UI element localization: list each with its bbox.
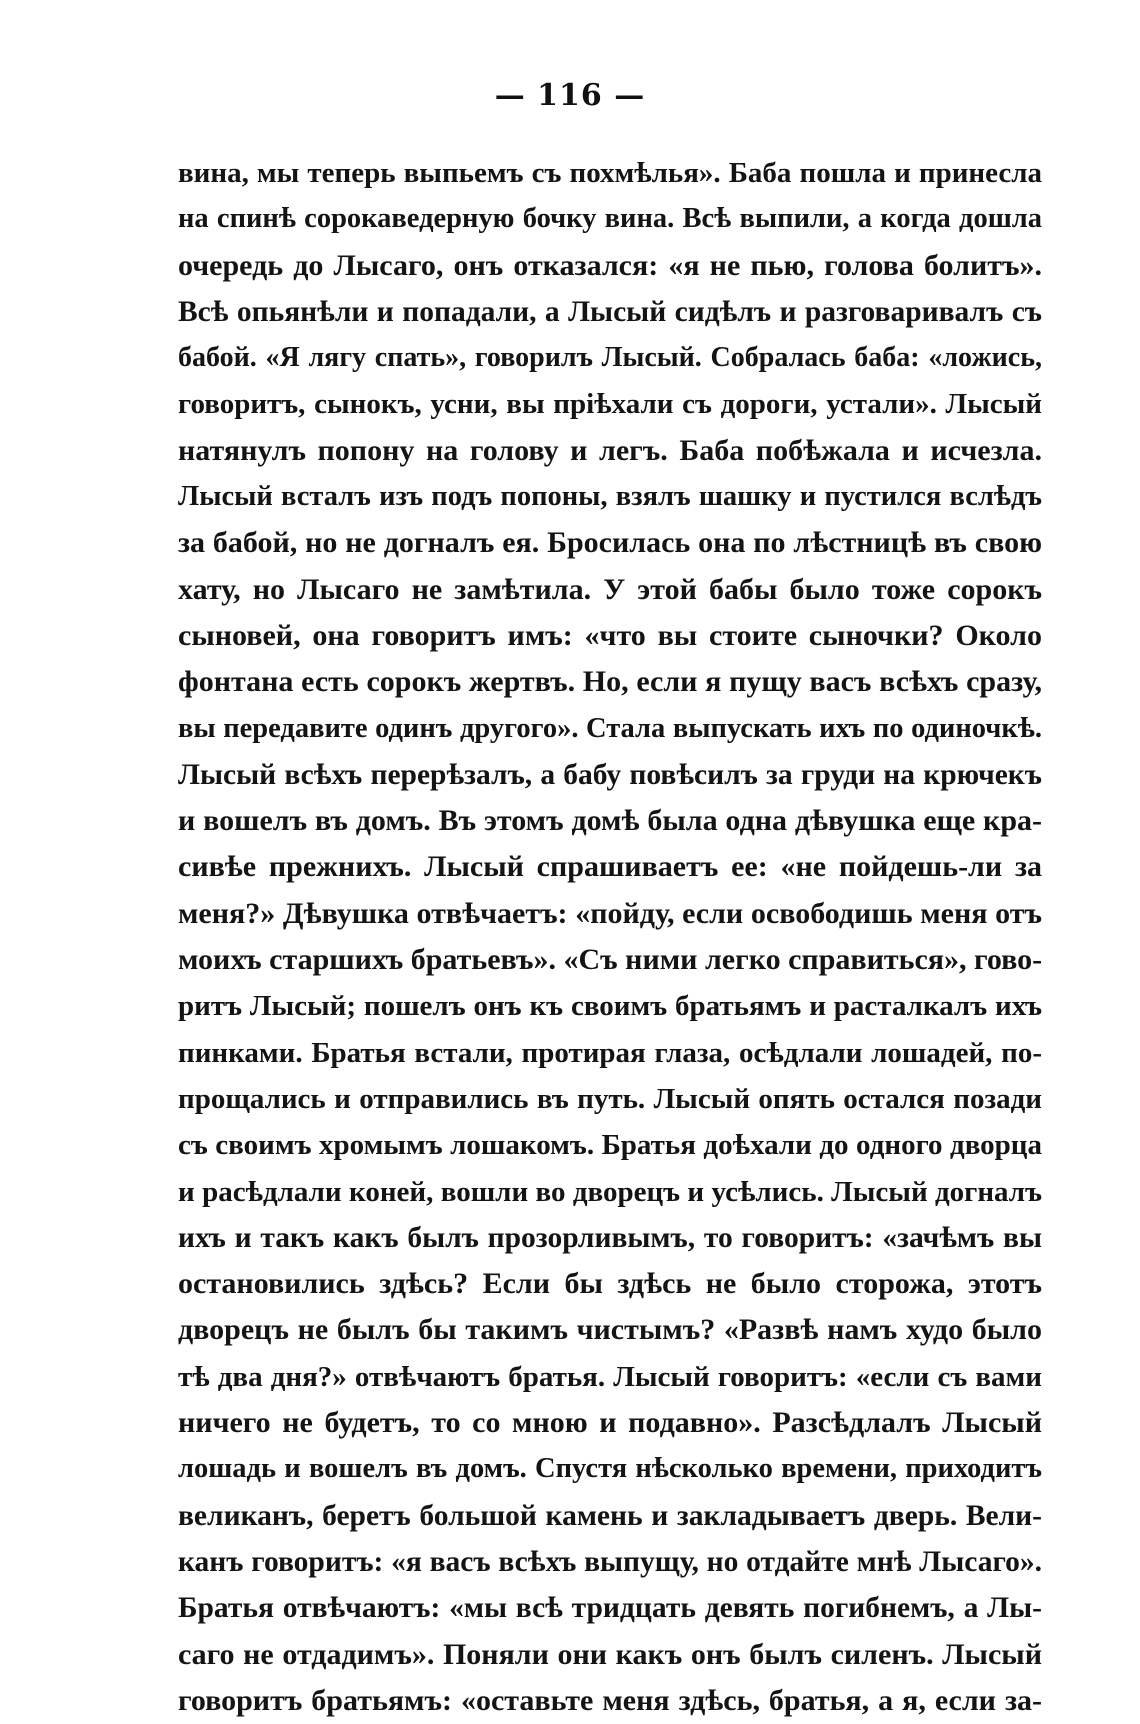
text-line: съ своимъ хромымъ лошакомъ. Братья доѣхали до одного дворца [178,1129,1042,1162]
text-line: Всѣ опьянѣли и попадали, а Лысый сидѣлъ и разговаривалъ съ [178,295,1042,328]
text-line: вина, мы теперь выпьемъ съ похмѣлья». Баба пошла и принесла [178,157,1042,189]
text-line: меня?» Дѣвушка отвѣчаетъ: «пойду, если освободишь меня отъ [178,896,1042,930]
text-line: за бабой, но не догналъ ея. Бросилась она по лѣстницѣ въ свою [178,526,1042,560]
text-line: очередь до Лысаго, онъ отказался: «я не пью, голова болитъ». [178,248,1042,282]
text-line: хату, но Лысаго не замѣтила. У этой бабы было тоже сорокъ [178,572,1042,606]
text-line: остановились здѣсь? Если бы здѣсь не было сторожа, этотъ [178,1267,1042,1301]
text-line: на спинѣ сорокаведерную бочку вина. Всѣ выпили, а когда дошла [178,203,1042,235]
text-line: моихъ старшихъ братьевъ». «Съ ними легко справиться», гово- [178,943,1042,977]
text-line: пинками. Братья встали, протирая глаза, осѣдлали лошадей, по- [178,1036,1042,1069]
text-line: саго не отдадимъ». Поняли они какъ онъ былъ силенъ. Лысый [178,1637,1042,1671]
text-line: дворецъ не былъ бы такимъ чистымъ? «Развѣ намъ худо было [178,1313,1042,1347]
text-line: вы передавите одинъ другого». Стала выпускать ихъ по одиночкѣ. [178,712,1042,744]
text-line: бабой. «Я лягу спать», говорилъ Лысый. Собралась баба: «ложись, [178,342,1042,374]
text-line: ничего не будетъ, то со мною и подавно». Разсѣдлалъ Лысый [178,1406,1042,1440]
text-line: и расѣдлали коней, вошли во дворецъ и усѣлись. Лысый догналъ [178,1175,1042,1208]
text-line: прощались и отправились въ путь. Лысый опять остался позади [178,1082,1042,1115]
text-line: говоритъ братьямъ: «оставьте меня здѣсь, братья, а я, если за- [178,1683,1042,1717]
text-line: великанъ, беретъ большой камень и закладываетъ дверь. Вели- [178,1499,1042,1532]
text-line: и вошелъ въ домъ. Въ этомъ домѣ была одна дѣвушка еще кра- [178,804,1042,838]
text-line: канъ говоритъ: «я васъ всѣхъ выпущу, но отдайте мнѣ Лысаго». [178,1545,1042,1578]
text-line: ритъ Лысый; пошелъ онъ къ своимъ братьямъ и расталкалъ ихъ [178,990,1042,1023]
text-line: фонтана есть сорокъ жертвъ. Но, если я пущу васъ всѣхъ сразу, [178,665,1042,699]
text-line: ихъ и такъ какъ былъ прозорливымъ, то говоритъ: «зачѣмъ вы [178,1221,1042,1254]
text-line: Лысый всѣхъ перерѣзалъ, а бабу повѣсилъ за груди на крючекъ [178,758,1042,791]
text-line: тѣ два дня?» отвѣчаютъ братья. Лысый говоритъ: «если съ вами [178,1360,1042,1393]
text-line: сыновей, она говоритъ имъ: «что вы стоите сыночки? Около [178,618,1042,652]
text-line: говоритъ, сынокъ, усни, вы прiѣхали съ дороги, устали». Лысый [178,388,1042,421]
text-line: лошадь и вошелъ въ домъ. Спустя нѣсколько времени, приходитъ [178,1453,1042,1485]
text-line: Лысый всталъ изъ подъ попоны, взялъ шашку и пустился вслѣдъ [178,481,1042,513]
page-number: — 116 — [494,78,646,113]
text-line: сивѣе прежнихъ. Лысый спрашиваетъ ее: «не пойдешь-ли за [178,850,1042,884]
body-text [178,150,1042,1724]
text-line: Братья отвѣчаютъ: «мы всѣ тридцать девять погибнемъ, а Лы- [178,1592,1042,1625]
text-line: натянулъ попону на голову и легъ. Баба побѣжала и исчезла. [178,433,1042,467]
